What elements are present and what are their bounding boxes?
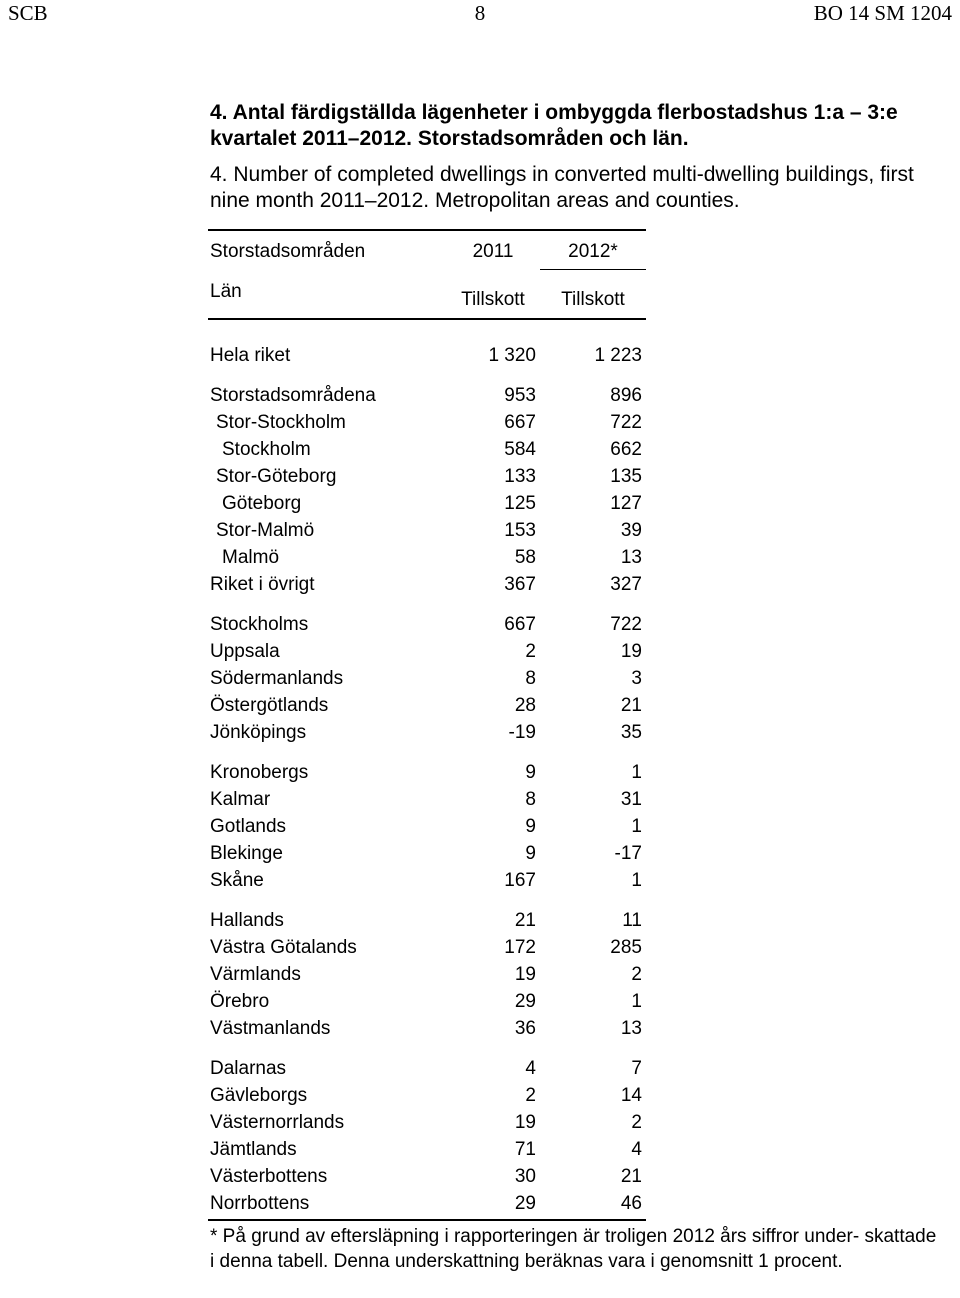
year-underline: [540, 269, 646, 270]
value-2012: 722: [610, 412, 642, 433]
table-row: [208, 614, 646, 636]
table-row: [208, 843, 646, 865]
value-2012: 14: [620, 1085, 642, 1106]
row-label: Norrbottens: [210, 1193, 310, 1214]
row-label: Västerbottens: [210, 1166, 328, 1187]
table-row: [208, 574, 646, 596]
value-2012: 1: [631, 870, 642, 891]
value-2011: 9: [525, 843, 536, 864]
row-label: Värmlands: [210, 964, 301, 985]
value-2011: 30: [514, 1166, 536, 1187]
value-2012: 21: [620, 1166, 642, 1187]
table-row: [208, 910, 646, 932]
row-label: Kalmar: [210, 789, 271, 810]
table-row: [208, 870, 646, 892]
header-bottom-rule: [208, 318, 646, 320]
value-2011: 71: [514, 1139, 536, 1160]
table-row: [208, 668, 646, 690]
value-2012: 662: [610, 439, 642, 460]
value-2011: 367: [504, 574, 536, 595]
value-2012: 13: [620, 1018, 642, 1039]
value-2011: 172: [504, 937, 536, 958]
value-2011: 133: [504, 466, 536, 487]
footnote: * På grund av eftersläpning i rapporteringen är troligen 2012 års siffror under- skattade i denna tabell. Denna underskattning beräknas vara i genomsnitt 1 procent.: [210, 1226, 937, 1272]
row-label: Jämtlands: [210, 1139, 297, 1160]
value-2012: -17: [614, 843, 642, 864]
value-2012: 21: [620, 695, 642, 716]
row-label: Malmö: [222, 547, 280, 568]
table-top-rule: [208, 229, 646, 231]
value-2011: 21: [514, 910, 536, 931]
value-2012: 127: [610, 493, 642, 514]
table-row: [208, 964, 646, 986]
table-row: [208, 439, 646, 461]
value-2012: 896: [610, 385, 642, 406]
value-2012: 4: [631, 1139, 642, 1160]
row-label: Örebro: [210, 991, 270, 1012]
row-label: Stor-Malmö: [216, 520, 315, 541]
value-2011: 2: [525, 1085, 536, 1106]
table-row: [208, 1018, 646, 1040]
value-2011: -19: [508, 722, 536, 743]
row-label: Hallands: [210, 910, 284, 931]
value-2012: 285: [610, 937, 642, 958]
row-label: Gotlands: [210, 816, 287, 837]
value-2011: 8: [525, 789, 536, 810]
value-2011: 953: [504, 385, 536, 406]
table-row: [208, 816, 646, 838]
value-2011: 19: [514, 1112, 536, 1133]
value-2012: 135: [610, 466, 642, 487]
table-row: [208, 789, 646, 811]
row-label: Västernorrlands: [210, 1112, 345, 1133]
row-label: Stockholms: [210, 614, 309, 635]
table-row: [208, 412, 646, 434]
value-2012: 19: [620, 641, 642, 662]
row-label: Stor-Göteborg: [216, 466, 337, 487]
row-label: Skåne: [210, 870, 264, 891]
value-2012: 1 223: [594, 345, 642, 366]
table-title-english: 4. Number of completed dwellings in converted multi-dwelling buildings, first nine month 2011–2012. Metropolitan areas and counties.: [210, 163, 914, 212]
table-row: [208, 1166, 646, 1188]
value-2011: 29: [514, 991, 536, 1012]
row-label: Kronobergs: [210, 762, 309, 783]
value-2011: 667: [504, 614, 536, 635]
value-2012: 1: [631, 816, 642, 837]
value-2011: 58: [514, 547, 536, 568]
value-2012: 3: [631, 668, 642, 689]
header-row-label-county: Län: [210, 281, 242, 302]
header-measure-2011: Tillskott: [461, 289, 525, 310]
header-year-2011: 2011: [472, 241, 514, 262]
value-2011: 2: [525, 641, 536, 662]
value-2012: 46: [620, 1193, 642, 1214]
row-label: Gävleborgs: [210, 1085, 308, 1106]
value-2012: 11: [622, 910, 642, 931]
value-2012: 31: [620, 789, 642, 810]
table-row: [208, 762, 646, 784]
table-row: [208, 466, 646, 488]
page-number: 8: [474, 1, 486, 25]
table-title-swedish: 4. Antal färdigställda lägenheter i ombyggda flerbostadshus 1:a – 3:e kvartalet 2011–2012. Storstadsområden och län.: [210, 101, 898, 150]
header-row-label-metro: Storstadsområden: [210, 241, 366, 262]
value-2012: 1: [631, 991, 642, 1012]
table-row: [208, 937, 646, 959]
value-2011: 4: [525, 1058, 536, 1079]
row-label: Uppsala: [210, 641, 280, 662]
row-label: Västmanlands: [210, 1018, 331, 1039]
table-row: [208, 385, 646, 407]
table-row: [208, 1139, 646, 1161]
value-2011: 36: [514, 1018, 536, 1039]
value-2011: 125: [504, 493, 536, 514]
value-2011: 167: [504, 870, 536, 891]
value-2011: 9: [525, 762, 536, 783]
value-2011: 29: [514, 1193, 536, 1214]
table-row: [208, 1058, 646, 1080]
table-row: [208, 547, 646, 569]
row-label: Stockholm: [222, 439, 311, 460]
value-2012: 2: [631, 1112, 642, 1133]
row-label: Östergötlands: [210, 695, 329, 716]
table-row: [208, 520, 646, 542]
value-2011: 9: [525, 816, 536, 837]
value-2012: 327: [610, 574, 642, 595]
report-id: BO 14 SM 1204: [813, 1, 952, 25]
row-label: Stor-Stockholm: [216, 412, 346, 433]
table-row: [208, 345, 646, 367]
row-label: Jönköpings: [210, 722, 307, 743]
value-2011: 1 320: [488, 345, 536, 366]
header-year-2012: 2012*: [568, 241, 618, 262]
table-bottom-rule: [208, 1219, 646, 1221]
value-2011: 19: [514, 964, 536, 985]
value-2011: 28: [514, 695, 536, 716]
table-row: [208, 1193, 646, 1215]
value-2012: 39: [620, 520, 642, 541]
value-2012: 13: [620, 547, 642, 568]
row-label: Dalarnas: [210, 1058, 287, 1079]
value-2012: 7: [631, 1058, 642, 1079]
table-row: [208, 1112, 646, 1134]
row-label: Hela riket: [210, 345, 291, 366]
table-row: [208, 991, 646, 1013]
value-2012: 35: [620, 722, 642, 743]
row-label: Göteborg: [222, 493, 302, 514]
row-label: Södermanlands: [210, 668, 344, 689]
value-2011: 584: [504, 439, 536, 460]
table-row: [208, 641, 646, 663]
row-label: Västra Götalands: [210, 937, 357, 958]
value-2012: 1: [631, 762, 642, 783]
value-2011: 8: [525, 668, 536, 689]
table-row: [208, 1085, 646, 1107]
value-2012: 722: [610, 614, 642, 635]
publisher-label: SCB: [8, 1, 48, 25]
row-label: Storstadsområdena: [210, 385, 376, 406]
table-row: [208, 493, 646, 515]
row-label: Riket i övrigt: [210, 574, 315, 595]
value-2011: 667: [504, 412, 536, 433]
table-row: [208, 695, 646, 717]
value-2011: 153: [504, 520, 536, 541]
row-label: Blekinge: [210, 843, 283, 864]
value-2012: 2: [631, 964, 642, 985]
table-row: [208, 722, 646, 744]
header-measure-2012: Tillskott: [561, 289, 625, 310]
